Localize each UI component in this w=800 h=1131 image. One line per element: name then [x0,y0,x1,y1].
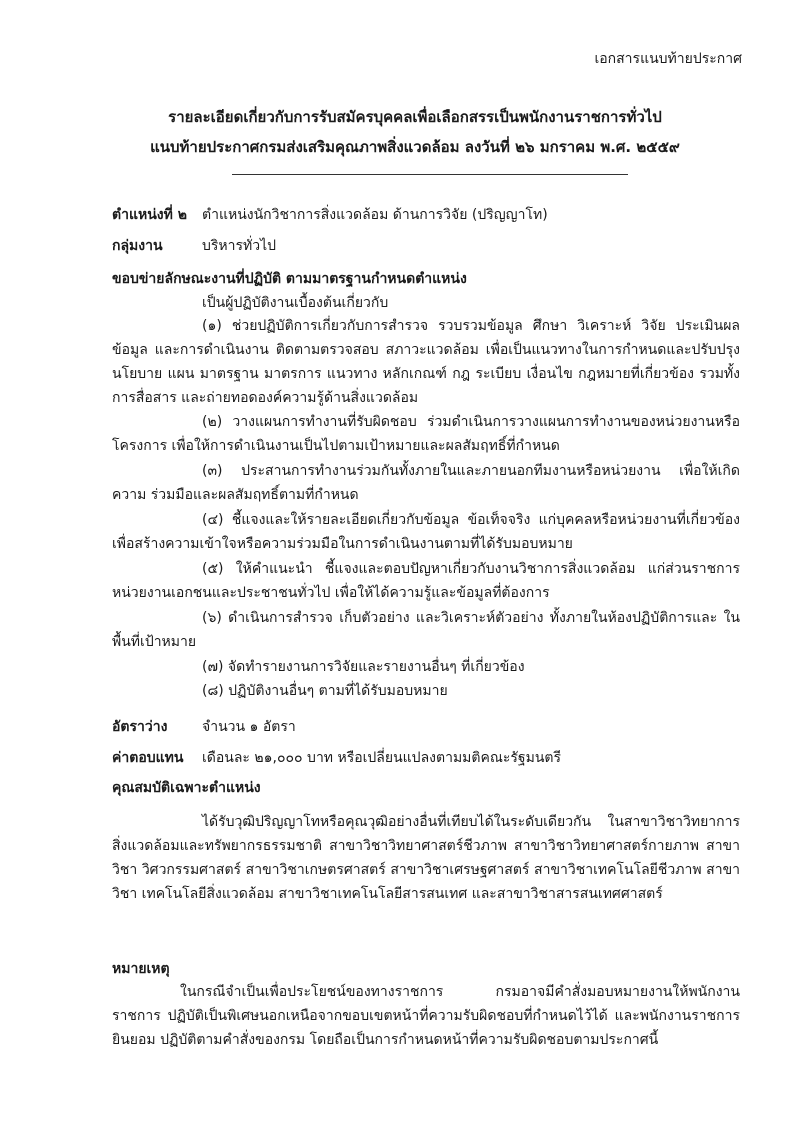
scope-intro: เป็นผู้ปฏิบัติงานเบื้องต้นเกี่ยวกับ [202,295,389,311]
remark-text: ในกรณีจำเป็นเพื่อประโยชน์ของทางราชการ กรมอาจมีคำสั่งมอบหมายงานให้พนักงานราชการ ปฏิบัติเป็นพิเศษนอกเหนือจากขอบเขตหน้าที่ความรับผิดชอบที่กำหนดไว้ได้ และพนักงานราชการยินยอม ปฏิบัติตามคำสั่งของกรม โดยถือเป็นการกำหนดหน้าที่ความรับผิดชอบตามประกาศนี้ [112,984,740,1048]
scope-heading: ขอบข่ายลักษณะงานที่ปฏิบัติ ตามมาตรฐานกำหนดตำแหน่ง [112,271,467,287]
scope-item-5: (๕) ให้คำแนะนำ ชี้แจงและตอบปัญหาเกี่ยวกับงานวิชาการสิ่งแวดล้อม แก่ส่วนราชการ หน่วยงานเอกชนและประชาชนทั่วไป เพื่อให้ได้ความรู้และข้อมูลที่ต้องการ [112,561,740,601]
scope-item-2: (๒) วางแผนการทำงานที่รับผิดชอบ ร่วมดำเนินการวางแผนการทำงานของหน่วยงานหรือ โครงการ เพื่อให้การดำเนินงานเป็นไปตามเป้าหมายและผลสัมฤทธิ์ที่กำหนด [112,414,740,454]
salary-label: ค่าตอบแทน [112,750,184,766]
position-label: ตำแหน่งที่ ๒ [112,207,187,223]
group-label: กลุ่มงาน [112,238,163,254]
position-value: ตำแหน่งนักวิชาการสิ่งแวดล้อม ด้านการวิจัย (ปริญญาโท) [202,207,548,223]
qualification-text: ได้รับวุฒิปริญญาโทหรือคุณวุฒิอย่างอื่นที่เทียบได้ในระดับเดียวกัน ในสาขาวิชาวิทยาการ สิ่งแวดล้อมและทรัพยากรธรรมชาติ สาขาวิชาวิทยาศาสตร์ชีวภาพ สาขาวิชาวิทยาศาสตร์กายภาพ สาขาวิชา วิศวกรรมศาสตร์ สาขาวิชาเกษตรศาสตร์ สาขาวิชาเศรษฐศาสตร์ สาขาวิชาเทคโนโลยีชีวภาพ สาขาวิชา เทคโนโลยีสิ่งแวดล้อม สาขาวิชาเทคโนโลยีสารสนเทศ และสาขาวิชาสารสนเทศศาสตร์ [112,814,740,902]
quota-label: อัตราว่าง [112,719,168,735]
remark-heading: หมายเหตุ [112,961,170,977]
scope-item-3: (๓) ประสานการทำงานร่วมกันทั้งภายในและภายนอกทีมงานหรือหน่วยงาน เพื่อให้เกิดความ ร่วมมือและผลสัมฤทธิ์ตามที่กำหนด [112,463,740,503]
scope-item-1: (๑) ช่วยปฏิบัติการเกี่ยวกับการสำรวจ รวบรวมข้อมูล ศึกษา วิเคราะห์ วิจัย ประเมินผลข้อมูล และการดำเนินงาน ติดตามตรวจสอบ สภาวะแวดล้อม เพื่อเป็นแนวทางในการกำหนดและปรับปรุง นโยบาย แผน มาตรฐาน มาตรการ แนวทาง หลักเกณฑ์ กฎ ระเบียบ เงื่อนไข กฎหมายที่เกี่ยวข้อง รวมทั้งการสื่อสาร และถ่ายทอดองค์ความรู้ด้านสิ่งแวดล้อม [112,318,740,406]
group-value: บริหารทั่วไป [202,238,277,254]
scope-item-6: (๖) ดำเนินการสำรวจ เก็บตัวอย่าง และวิเคราะห์ตัวอย่าง ทั้งภายในห้องปฏิบัติการและ ในพื้นที่เป้าหมาย [112,610,740,650]
header-corner-note: เอกสารแนบท้ายประกาศ [594,51,742,67]
qualification-heading: คุณสมบัติเฉพาะตำแหน่ง [112,780,261,796]
scope-item-8: (๘) ปฏิบัติงานอื่นๆ ตามที่ได้รับมอบหมาย [202,683,448,699]
salary-value: เดือนละ ๒๑,๐๐๐ บาท หรือเปลี่ยนแปลงตามมติคณะรัฐมนตรี [202,750,562,766]
scope-item-7: (๗) จัดทำรายงานการวิจัยและรายงานอื่นๆ ที่เกี่ยวข้อง [202,659,525,675]
scope-item-4: (๔) ชี้แจงและให้รายละเอียดเกี่ยวกับข้อมูล ข้อเท็จจริง แก่บุคคลหรือหน่วยงานที่เกี่ยวข้อง เพื่อสร้างความเข้าใจหรือความร่วมมือในการดำเนินงานตามที่ได้รับมอบหมาย [112,512,740,552]
title-divider [232,174,628,175]
quota-value: จำนวน ๑ อัตรา [202,719,296,735]
document-title-line2: แนบท้ายประกาศกรมส่งเสริมคุณภาพสิ่งแวดล้อม ลงวันที่ ๒๖ มกราคม พ.ศ. ๒๕๕๙ [150,138,680,156]
document-title-line1: รายละเอียดเกี่ยวกับการรับสมัครบุคคลเพื่อเลือกสรรเป็นพนักงานราชการทั่วไป [168,108,662,126]
